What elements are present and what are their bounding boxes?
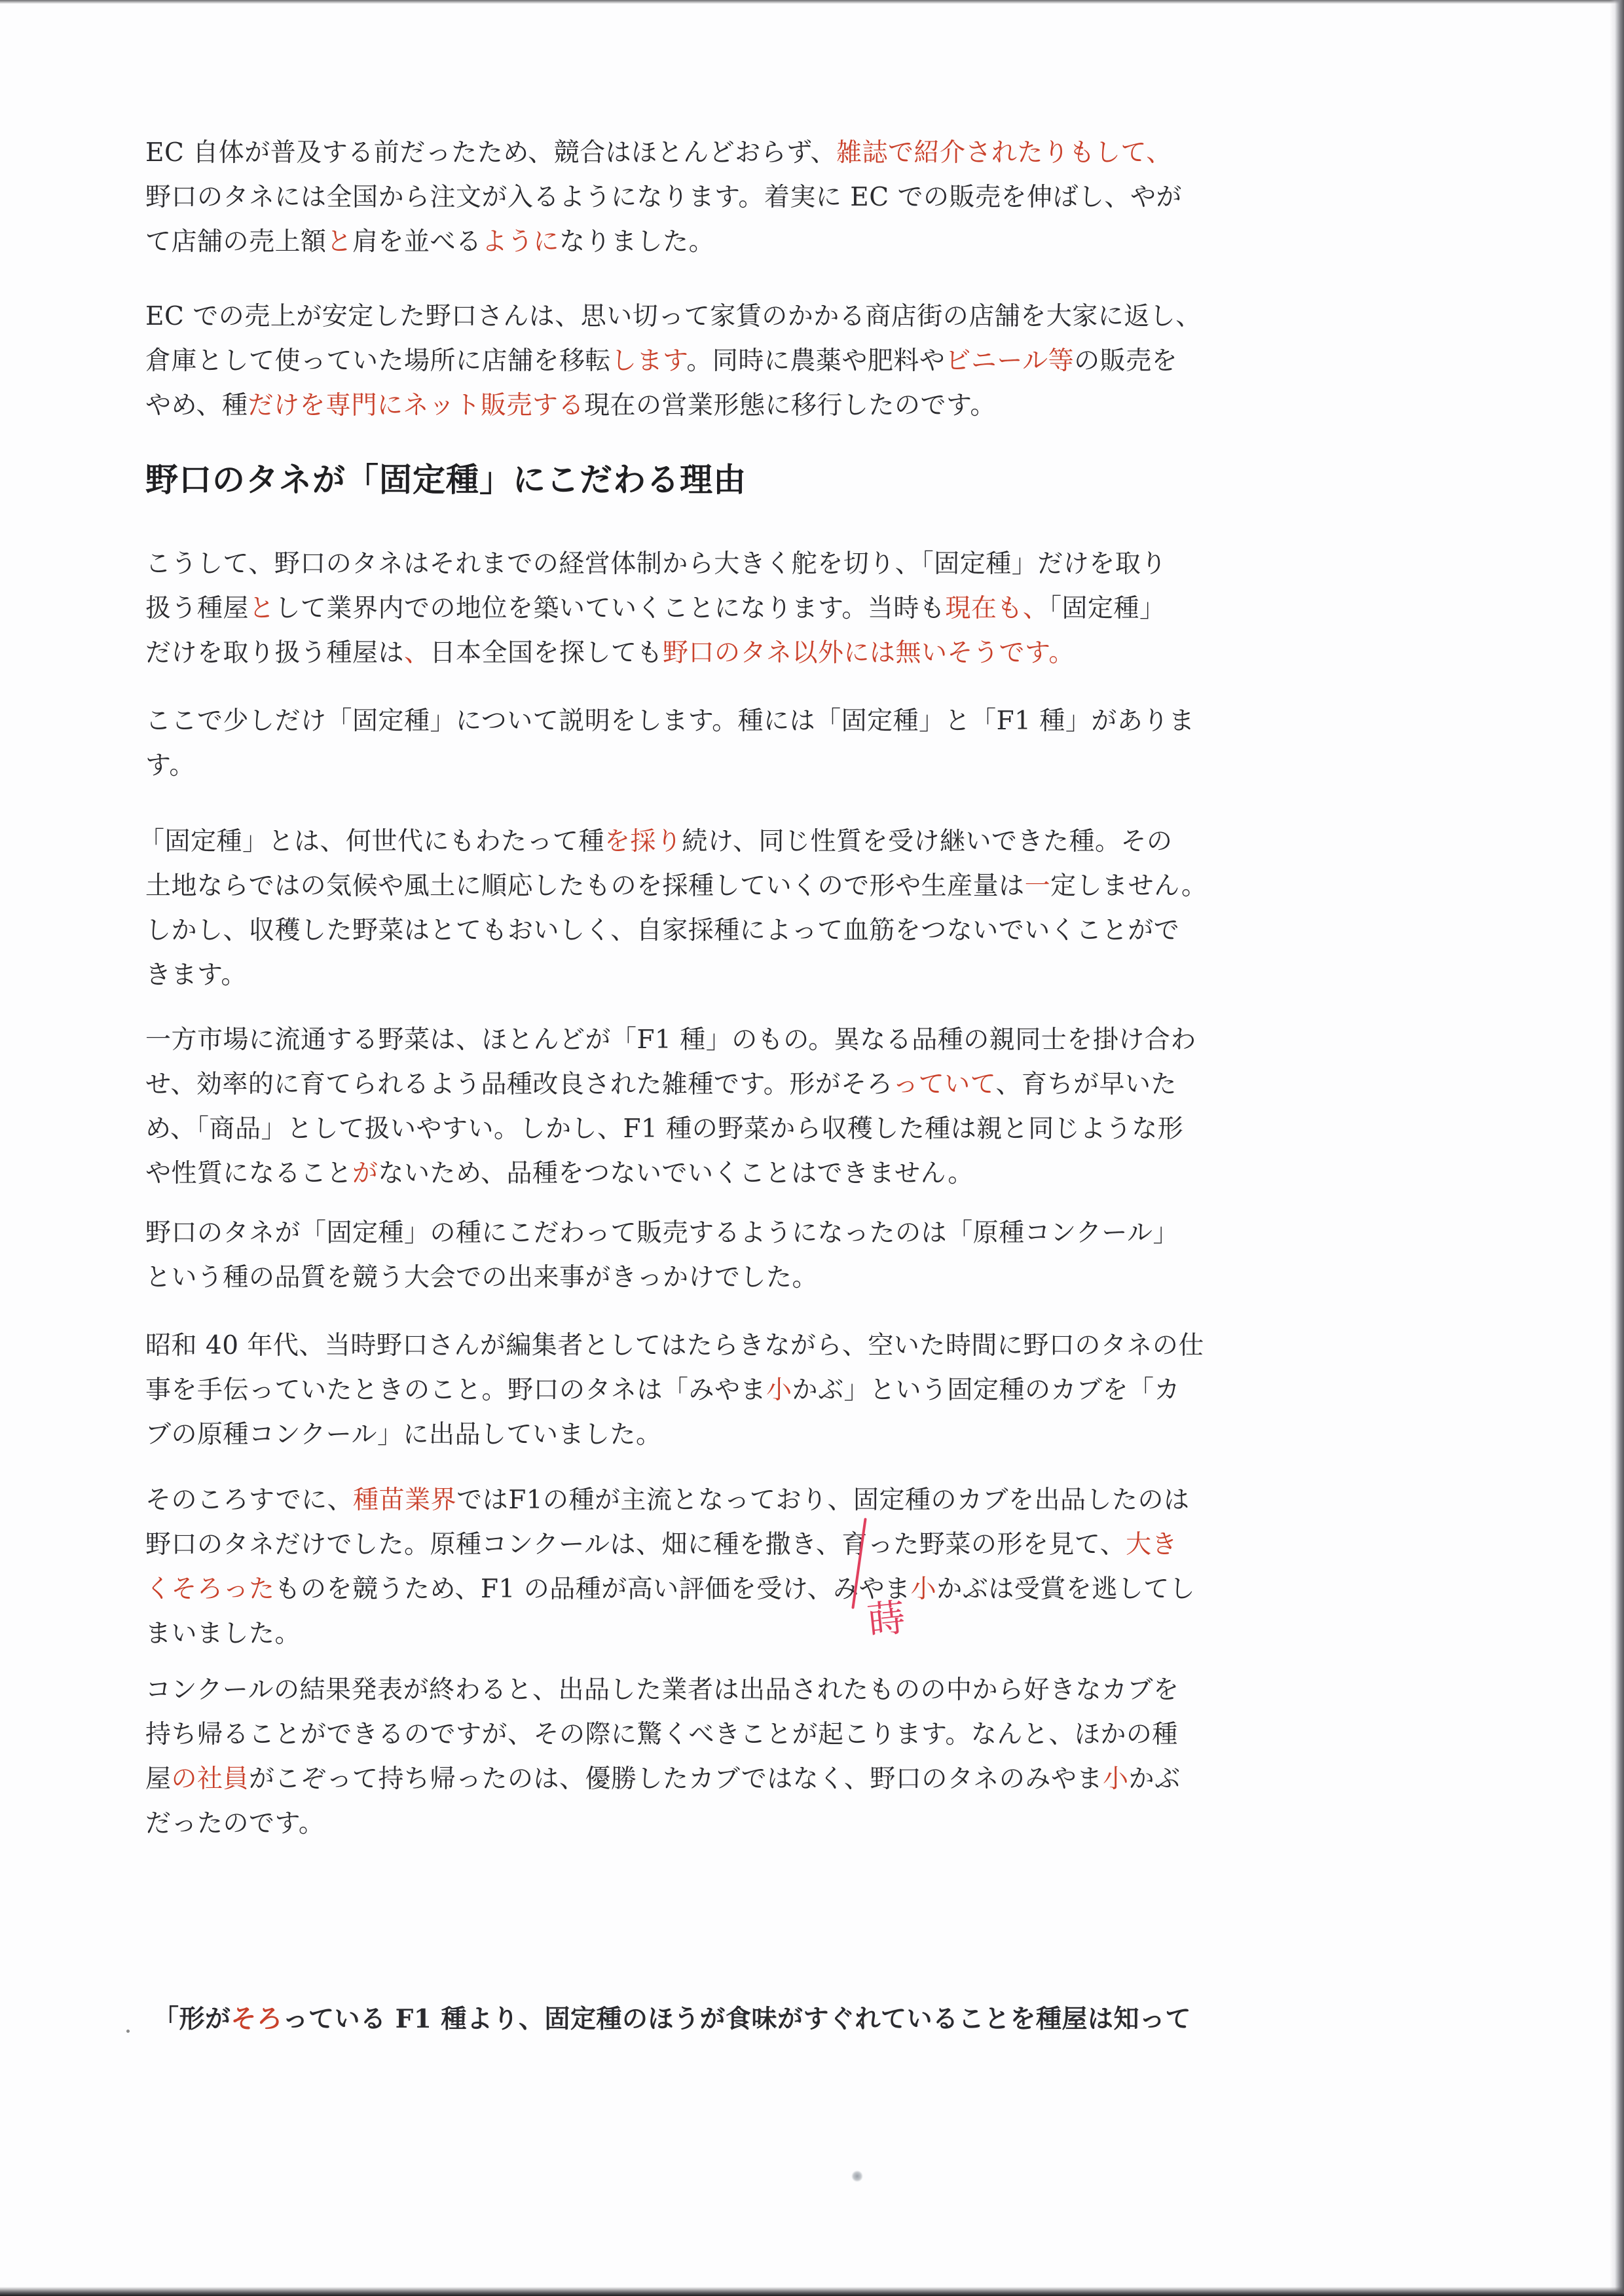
- text-line: まいました。: [145, 1619, 301, 1649]
- text-span: かぶ: [1128, 1764, 1181, 1794]
- text-line: [145, 1478, 1195, 1523]
- text-line: コンクールの結果発表が終わると、出品した業者は出品されたものの中から好きなカブを: [145, 1675, 1179, 1705]
- text-span: して業界内での地位を築いていくことになります。当時も: [274, 594, 946, 623]
- section-heading: 野口のタネが「固定種」にこだわる理由: [145, 461, 747, 499]
- edit-text: 小: [766, 1376, 792, 1405]
- paragraph-6: [145, 1018, 1196, 1196]
- text-span: EC 自体が普及する前だったため、競合はほとんどおらず、: [145, 138, 837, 168]
- text-line: [145, 1063, 1196, 1107]
- text-span: て店舗の売上額: [145, 227, 327, 257]
- text-span: 肩を並べる: [352, 227, 482, 257]
- paragraph-2: [145, 295, 1202, 428]
- handwritten-correction: [851, 1518, 908, 1643]
- text-span: せ、効率的に育てられるよう品種改良された雑種です。形がそろ: [145, 1070, 893, 1099]
- paragraph-7: [145, 1211, 1179, 1300]
- text-span: ものを競うため、F1 の品種が高い評価を受け、みやま: [274, 1575, 911, 1604]
- paragraph-4: [145, 699, 1194, 788]
- text-span: かぶ」という固定種のカブを「カ: [792, 1376, 1181, 1405]
- text-line: EC での売上が安定した野口さんは、思い切って家賃のかかる商店街の店舗を大家に返し、: [145, 302, 1202, 331]
- edit-text: の社員: [171, 1764, 249, 1794]
- edit-text: と: [326, 227, 353, 257]
- text-span: 事を手伝っていたときのこと。野口のタネは「みやま: [145, 1376, 767, 1405]
- text-line: 野口のタネが「固定種」の種にこだわって販売するようになったのは「原種コンクール」: [145, 1218, 1179, 1248]
- edit-text: が: [352, 1159, 378, 1188]
- text-line: ブの原種コンクール」に出品していました。: [145, 1420, 662, 1449]
- edit-text: っていて: [893, 1070, 996, 1099]
- edit-text: 野口のタネ以外には無いそうです。: [663, 638, 1075, 668]
- edit-text: します: [611, 346, 687, 376]
- edit-text: 種苗業界: [353, 1485, 457, 1515]
- text-span: そのころすでに、: [145, 1485, 354, 1515]
- text-line: こうして、野口のタネはそれまでの経営体制から大きく舵を切り、「固定種」だけを取り: [145, 549, 1167, 579]
- text-line: [145, 1567, 1195, 1612]
- text-line: という種の品質を競う大会での出来事がきっかけでした。: [145, 1263, 819, 1292]
- scan-edge-right: [1610, 0, 1624, 2296]
- edit-text: 、: [404, 638, 430, 668]
- paragraph-3: [145, 542, 1167, 676]
- scan-speck: [851, 2170, 863, 2182]
- text-span: 野口のタネだけでした。原種コンクールは、畑に種を撒き、育った野菜の形を見て、: [145, 1530, 1126, 1559]
- text-span: 定しません。: [1050, 871, 1208, 901]
- text-span: っている F1 種より、固定種のほうが食味がすぐれていることを種屋は知って: [282, 2004, 1192, 2034]
- text-line: だったのです。: [145, 1809, 325, 1838]
- quote-block: [153, 1997, 1191, 2041]
- edit-text: 一: [1024, 871, 1051, 901]
- text-line: す。: [145, 751, 195, 780]
- text-span: ないため、品種をつないでいくことはできません。: [378, 1159, 974, 1188]
- text-line: 野口のタネには全国から注文が入るようになります。着実に EC での販売を伸ばし、やが: [145, 183, 1182, 212]
- edit-text: そろ: [231, 2004, 283, 2034]
- text-span: だけを取り扱う種屋は: [145, 638, 405, 668]
- paragraph-5: [139, 820, 1207, 998]
- edit-text: ビニール等: [945, 346, 1075, 376]
- paragraph-9: [145, 1478, 1195, 1656]
- text-span: がこぞって持ち帰ったのは、優勝したカブではなく、野口のタネのみやま: [249, 1764, 1103, 1794]
- handwritten-note: 蒔: [865, 1595, 908, 1643]
- scan-dot: [126, 2030, 130, 2033]
- scan-edge-bottom: [0, 2287, 1624, 2296]
- text-line: 一方市場に流通する野菜は、ほとんどが「F1 種」のもの。異なる品種の親同士を掛け合わ: [145, 1025, 1196, 1055]
- text-line: きます。: [145, 960, 247, 990]
- text-span: 「固定種」: [1048, 594, 1166, 623]
- text-line: [145, 131, 1182, 175]
- text-line: [145, 1368, 1204, 1413]
- text-line: [145, 631, 1167, 676]
- text-span: 土地ならではの気候や風土に順応したものを採種していくので形や生産量は: [145, 871, 1025, 901]
- text-span: なりました。: [559, 227, 715, 257]
- text-span: 。同時に農薬や肥料や: [686, 346, 946, 376]
- text-line: [145, 1523, 1195, 1567]
- text-span: 続け、同じ性質を受け継いできた種。その: [682, 827, 1173, 856]
- text-span: 屋: [145, 1764, 172, 1794]
- text-line: [139, 864, 1207, 909]
- edit-text: だけを専門にネット販売する: [248, 391, 584, 420]
- scan-edge-top: [0, 0, 1624, 4]
- paragraph-1: [145, 131, 1182, 264]
- edit-text: 小: [910, 1575, 937, 1604]
- text-line: 持ち帰ることができるのですが、その際に驚くべきことが起こります。なんと、ほかの種: [145, 1720, 1178, 1749]
- edit-text: と: [249, 594, 275, 623]
- edit-text: 現在も、: [945, 594, 1049, 623]
- paragraph-10: [145, 1668, 1180, 1846]
- text-span: 扱う種屋: [145, 594, 249, 623]
- edit-text: を採り: [604, 827, 682, 856]
- text-span: ではF1の種が主流となっており、固定種のカブを出品したのは: [456, 1485, 1190, 1515]
- text-span: の販売を: [1074, 346, 1178, 376]
- text-span: 現在の営業形態に移行したのです。: [583, 391, 996, 420]
- text-span: かぶは受賞を逃してし: [936, 1575, 1196, 1604]
- text-line: [145, 339, 1202, 384]
- text-line: め、「商品」として扱いやすい。しかし、F1 種の野菜から収穫した種は親と同じような形: [145, 1114, 1184, 1144]
- paragraph-8: [145, 1324, 1204, 1457]
- quote-line: [153, 1997, 1191, 2041]
- text-span: 倉庫として使っていた場所に店舗を移転: [145, 346, 612, 376]
- text-line: [145, 1152, 1196, 1196]
- edit-text: ように: [481, 227, 560, 257]
- text-line: ここで少しだけ「固定種」について説明をします。種には「固定種」と「F1 種」がありま: [145, 706, 1195, 736]
- text-line: [145, 587, 1167, 631]
- edit-text: 小: [1102, 1764, 1129, 1794]
- text-line: [145, 1757, 1180, 1802]
- text-span: 「固定種」とは、何世代にもわたって種: [139, 827, 605, 856]
- text-line: [145, 384, 1202, 428]
- text-line: [139, 820, 1207, 864]
- text-span: 「形が: [153, 2004, 231, 2034]
- text-span: 、育ちが早いた: [995, 1070, 1177, 1099]
- edit-text: くそろった: [145, 1575, 275, 1604]
- text-line: 昭和 40 年代、当時野口さんが編集者としてはたらきながら、空いた時間に野口のタネの仕: [145, 1331, 1204, 1360]
- text-span: 日本全国を探しても: [430, 638, 663, 668]
- text-line: しかし、収穫した野菜はとてもおいしく、自家採種によって血筋をつないでいくことがで: [145, 916, 1180, 945]
- text-span: やめ、種: [145, 391, 248, 420]
- text-span: や性質になること: [145, 1159, 353, 1188]
- edit-text: 雑誌で紹介されたりもして、: [836, 138, 1172, 168]
- edit-text: 大き: [1126, 1530, 1178, 1559]
- text-line: [145, 220, 1182, 264]
